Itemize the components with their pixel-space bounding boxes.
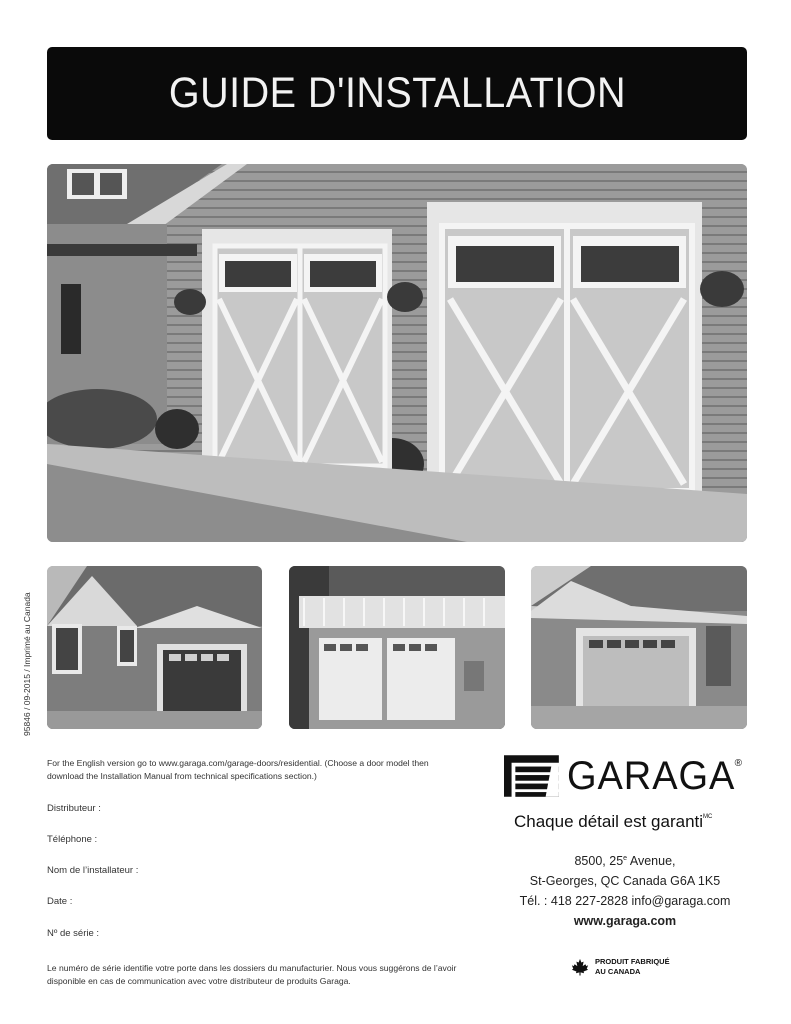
registered-mark: ® — [734, 758, 742, 769]
made-in-line-1: PRODUIT FABRIQUÉ — [595, 957, 670, 966]
address-street: Avenue, — [627, 854, 676, 868]
tagline-mark: MC — [703, 814, 713, 820]
phone-field: Téléphone : — [47, 834, 98, 845]
thumbnail-photo-2 — [289, 566, 505, 729]
address-number: 8500, 25 — [574, 854, 624, 868]
made-in-canada-badge — [571, 957, 670, 977]
distributor-field: Distributeur : — [47, 803, 101, 814]
tagline-text: Chaque détail est garanti — [514, 812, 704, 831]
date-field: Date : — [47, 896, 73, 907]
garage-door-logo-icon — [504, 754, 559, 798]
print-reference: 95846 / 09-2015 / Imprimé au Canada — [22, 592, 32, 736]
made-in-line-2: AU CANADA — [595, 967, 641, 976]
page-title: GUIDE D'INSTALLATION — [168, 69, 626, 117]
hero-garage-photo — [47, 164, 747, 542]
serial-number-note: Le numéro de série identifie votre porte dans les dossiers du manufacturier. Nous vous suggérons de l’avoir disponible en cas de communication avec votre distributeur de produits Garaga. — [47, 963, 457, 986]
website-link[interactable]: www.garaga.com — [573, 914, 677, 928]
address-ordinal: e — [623, 854, 628, 862]
serial-number-field: Nº de série : — [47, 928, 100, 939]
contact-line: Tél. : 418 227-2828 info@garaga.com — [519, 894, 731, 908]
address-line-2: St-Georges, QC Canada G6A 1K5 — [529, 874, 721, 888]
thumbnail-photo-1 — [47, 566, 262, 729]
brand-tagline — [514, 812, 712, 832]
title-banner — [47, 47, 747, 140]
thumbnail-photo-3 — [531, 566, 747, 729]
brand-name: GARAGA — [566, 753, 736, 798]
address-line-1 — [505, 854, 745, 868]
installer-name-field: Nom de l’installateur : — [47, 865, 139, 876]
garaga-logo — [504, 752, 744, 800]
maple-leaf-icon — [571, 958, 589, 976]
english-version-note: For the English version go to www.garaga.com/garage-doors/residential. (Choose a door model then download the Installation Manual from technical specifications section.) — [47, 758, 429, 781]
